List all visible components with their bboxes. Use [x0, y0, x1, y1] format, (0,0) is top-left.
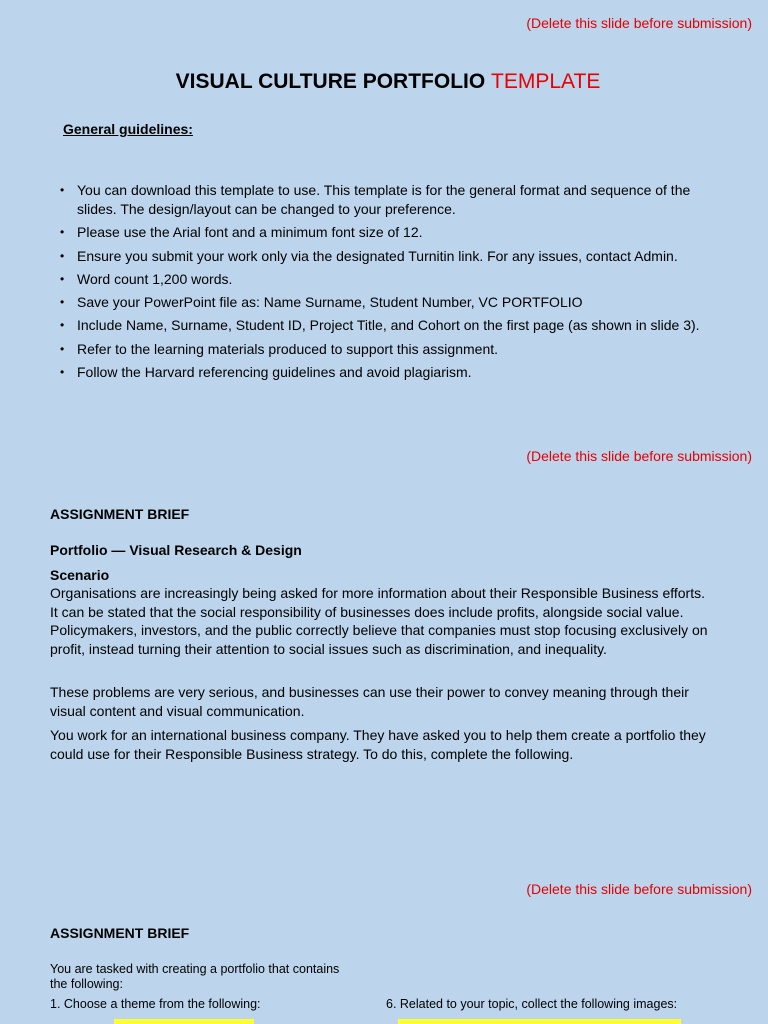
brief-intro: You are tasked with creating a portfolio that contains the following: [50, 962, 340, 991]
list-item: • Please use the Arial font and a minimum font size of 12. [60, 223, 720, 242]
scenario-paragraph: You work for an international business company. They have asked you to help them create a portfolio they could use for their Responsible Business strategy. To do this, complete the following. [50, 727, 706, 762]
list-item: • Follow the Harvard referencing guidelines and avoid plagiarism. [60, 363, 720, 382]
list-item: • Include Name, Surname, Student ID, Project Title, and Cohort on the first page (as shown in slide 3). [60, 316, 720, 335]
delete-slide-note: (Delete this slide before submission) [526, 881, 752, 897]
assignment-brief-heading: ASSIGNMENT BRIEF [50, 925, 190, 941]
highlighted-text-cutoff [398, 1019, 681, 1024]
title-accent: TEMPLATE [491, 70, 601, 93]
scenario-paragraph: Organisations are increasingly being asked for more information about their Responsible Business efforts. It can be stated that the social responsibility of businesses does include profits, alongside social value. Policymakers, investors, and the public correctly believe that companies must stop focusing exclusively on profit, instead turning their attention to social issues such as discrimination, and inequality. [50, 585, 708, 657]
list-item: • Ensure you submit your work only via the designated Turnitin link. For any issues, contact Admin. [60, 247, 720, 266]
list-item: • Word count 1,200 words. [60, 270, 720, 289]
assignment-brief-heading: ASSIGNMENT BRIEF [50, 506, 190, 522]
list-item: • Save your PowerPoint file as: Name Surname, Student Number, VC PORTFOLIO [60, 293, 720, 312]
delete-slide-note: (Delete this slide before submission) [526, 448, 752, 464]
guidelines-heading: General guidelines: [63, 121, 193, 137]
brief-item-6: 6. Related to your topic, collect the following images: [386, 997, 678, 1011]
page-title [0, 70, 768, 94]
brief-item-1: 1. Choose a theme from the following: [50, 997, 261, 1011]
title-main: VISUAL CULTURE PORTFOLIO [175, 70, 486, 93]
list-item: • You can download this template to use. This template is for the general format and sequence of the slides. The design/layout can be changed to your preference. [60, 181, 720, 219]
scenario-paragraph: These problems are very serious, and businesses can use their power to convey meaning through their visual content and visual communication. [50, 684, 689, 719]
list-item: • Refer to the learning materials produced to support this assignment. [60, 340, 720, 359]
guidelines-list [60, 181, 720, 386]
scenario-label: Scenario [50, 567, 110, 583]
delete-slide-note: (Delete this slide before submission) [526, 15, 752, 31]
portfolio-subheading: Portfolio — Visual Research & Design [50, 542, 302, 558]
highlighted-text-cutoff [114, 1019, 254, 1024]
